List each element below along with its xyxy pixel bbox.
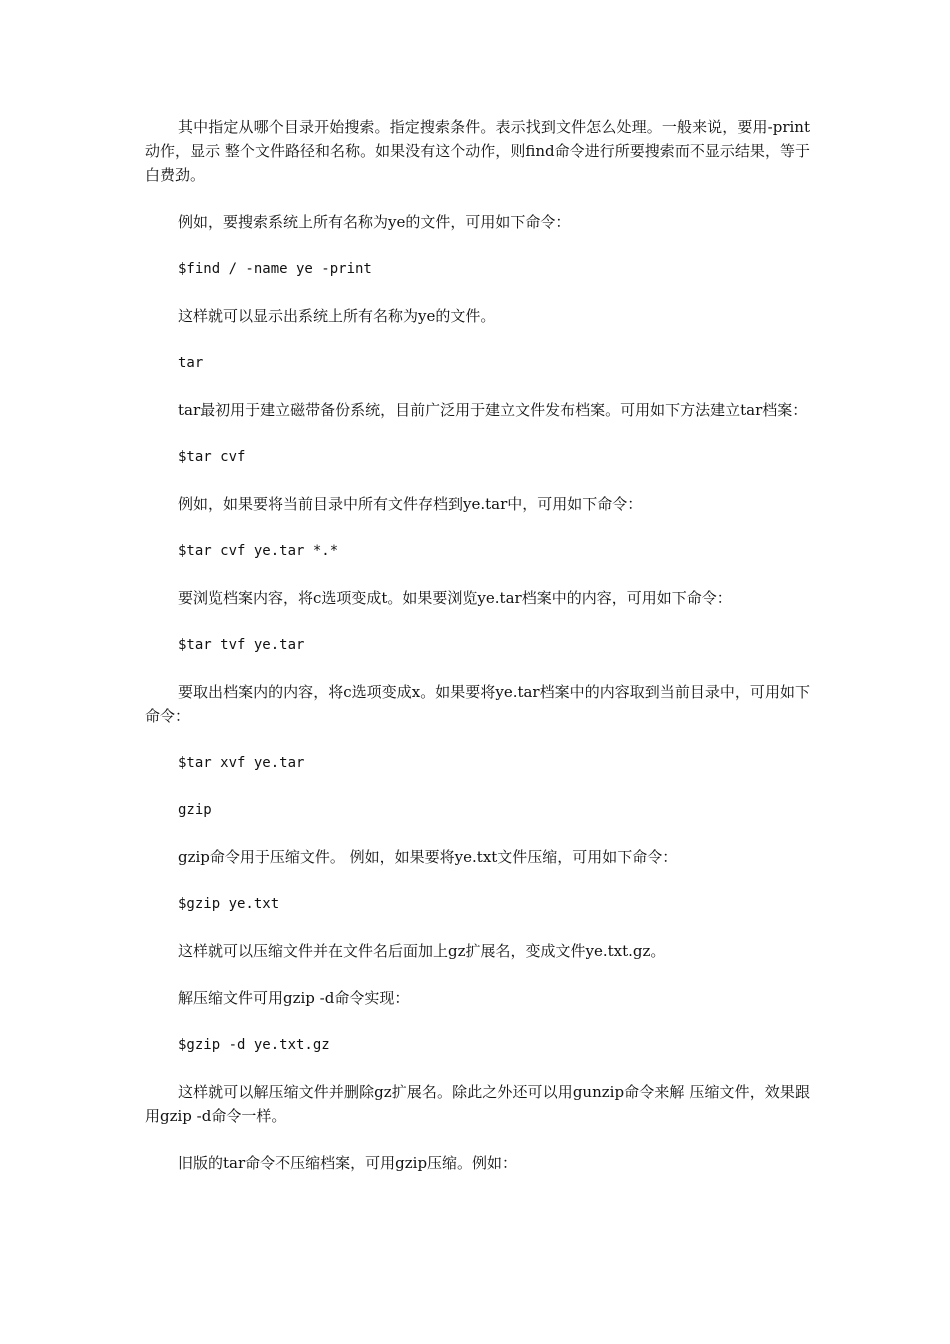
paragraph-tar-intro: tar最初用于建立磁带备份系统，目前广泛用于建立文件发布档案。可用如下方法建立tar档案： <box>178 401 808 419</box>
heading-tar: tar <box>178 355 204 371</box>
paragraph-find-result: 这样就可以显示出系统上所有名称为ye的文件。 <box>178 307 496 325</box>
paragraph-find-intro: 其中指定从哪个目录开始搜索。指定搜索条件。表示找到文件怎么处理。一般来说，要用-print动作，显示 整个文件路径和名称。如果没有这个动作，则find命令进行所要搜索而不显示结果，等于白费劲。 <box>145 118 810 184</box>
paragraph-tar-extract: 要取出档案内的内容，将c选项变成x。如果要将ye.tar档案中的内容取到当前目录中，可用如下命令： <box>145 683 810 725</box>
heading-gzip: gzip <box>178 802 212 818</box>
command-tar-cvf-ye: $tar cvf ye.tar *.* <box>178 543 339 559</box>
paragraph-find-example: 例如，要搜索系统上所有名称为ye的文件，可用如下命令： <box>178 213 571 231</box>
paragraph-tar-archive-example: 例如，如果要将当前目录中所有文件存档到ye.tar中，可用如下命令： <box>178 495 643 513</box>
paragraph-gunzip: 这样就可以解压缩文件并删除gz扩展名。除此之外还可以用gunzip命令来解 压缩文件，效果跟用gzip -d命令一样。 <box>145 1083 810 1125</box>
document-body <box>145 115 810 1198</box>
paragraph-gzip-intro: gzip命令用于压缩文件。 例如，如果要将ye.txt文件压缩，可用如下命令： <box>178 848 678 866</box>
paragraph-old-tar: 旧版的tar命令不压缩档案，可用gzip压缩。例如： <box>178 1154 518 1172</box>
paragraph-gzip-decompress: 解压缩文件可用gzip -d命令实现： <box>178 989 410 1007</box>
command-find: $find / -name ye -print <box>178 261 372 277</box>
command-gzip: $gzip ye.txt <box>178 896 280 912</box>
paragraph-gzip-result: 这样就可以压缩文件并在文件名后面加上gz扩展名，变成文件ye.txt.gz。 <box>178 942 666 960</box>
command-tar-cvf: $tar cvf <box>178 449 246 465</box>
command-gzip-d: $gzip -d ye.txt.gz <box>178 1037 330 1053</box>
command-tar-tvf: $tar tvf ye.tar <box>178 637 305 653</box>
command-tar-xvf: $tar xvf ye.tar <box>178 755 305 771</box>
paragraph-tar-browse: 要浏览档案内容，将c选项变成t。如果要浏览ye.tar档案中的内容，可用如下命令： <box>178 589 732 607</box>
